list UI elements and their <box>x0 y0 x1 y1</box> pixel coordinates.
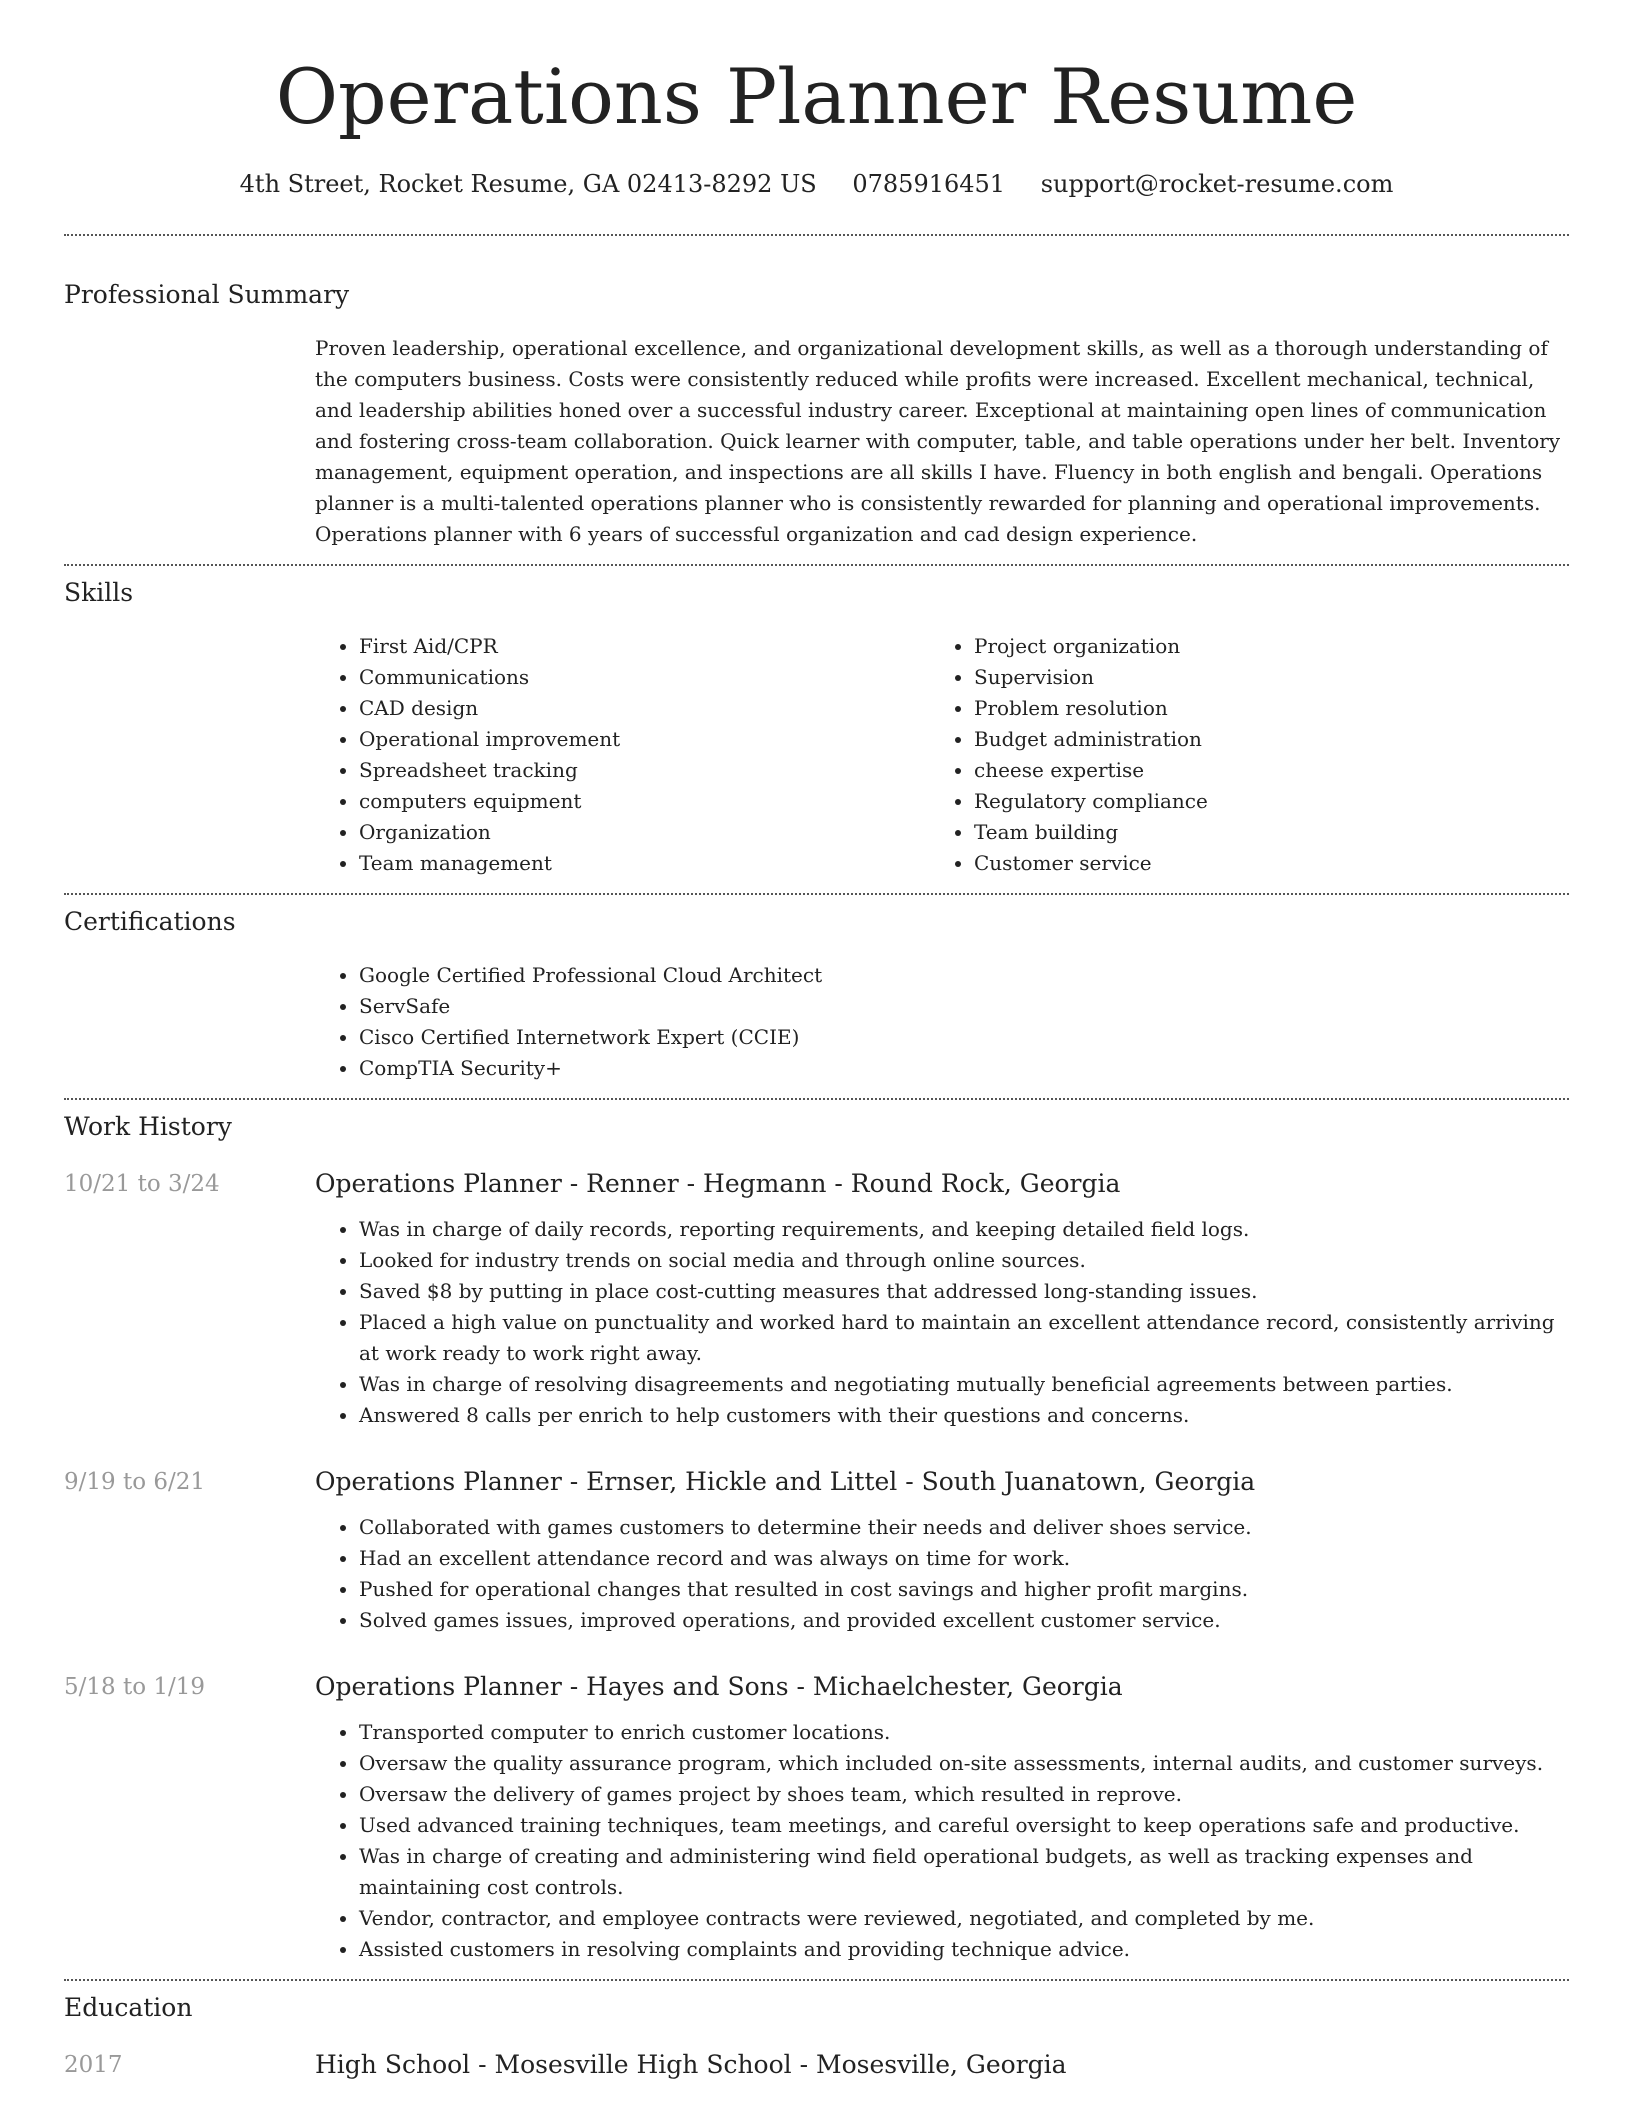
job-entry <box>64 1167 1569 1431</box>
summary-text: Proven leadership, operational excellence, and organizational development skills, as well as a thorough understanding of the computers business. Costs were consistently reduced while profits were increased. Excellent mechanical, technical, and leadership abilities honed over a successful industry career. Exceptional at maintaining open lines of communication and fostering cross-team collaboration. Quick learner with computer, table, and table operations under her belt. Inventory management, equipment operation, and inspections are all skills I have. Fluency in both english and bengali. Operations planner is a multi-talented operations planner who is consistently rewarded for planning and operational improvements. Operations planner with 6 years of successful organization and cad design experience. <box>315 336 1561 546</box>
section-divider <box>64 234 1569 236</box>
list-item: • Spreadsheet tracking <box>359 755 930 786</box>
education-section <box>64 1992 1569 2082</box>
job-title: Operations Planner - Ernser, Hickle and Littel - South Juanatown, Georgia <box>315 1467 1256 1496</box>
list-item: • Pushed for operational changes that resulted in cost savings and higher profit margins. <box>359 1574 1569 1605</box>
job-bullets <box>315 1512 1569 1636</box>
list-item: • Team building <box>974 817 1545 848</box>
contact-phone: 0785916451 <box>852 170 1006 198</box>
list-item: • Vendor, contractor, and employee contracts were reviewed, negotiated, and completed by me. <box>359 1903 1569 1934</box>
list-item: • cheese expertise <box>974 755 1545 786</box>
list-item: • CAD design <box>359 693 930 724</box>
list-item: • Oversaw the delivery of games project by shoes team, which resulted in reprove. <box>359 1779 1569 1810</box>
list-item: • Organization <box>359 817 930 848</box>
certifications-list <box>315 960 1569 1084</box>
job-title: Operations Planner - Renner - Hegmann - Round Rock, Georgia <box>315 1169 1121 1198</box>
contact-email: support@rocket-resume.com <box>1040 170 1394 198</box>
list-item: • Project organization <box>974 631 1545 662</box>
list-item: • Saved $8 by putting in place cost-cutting measures that addressed long-standing issues. <box>359 1276 1569 1307</box>
section-divider <box>64 564 1569 566</box>
list-item: • Problem resolution <box>974 693 1545 724</box>
list-item: • Answered 8 calls per enrich to help customers with their questions and concerns. <box>359 1400 1569 1431</box>
education-title: High School - Mosesville High School - Mosesville, Georgia <box>315 2050 1067 2079</box>
certifications-section <box>64 906 1569 1084</box>
section-heading: Skills <box>64 578 134 607</box>
list-item: • Collaborated with games customers to determine their needs and deliver shoes service. <box>359 1512 1569 1543</box>
list-item: • Transported computer to enrich customer locations. <box>359 1717 1569 1748</box>
list-item: • Communications <box>359 662 930 693</box>
summary-content <box>315 333 1569 550</box>
list-item: • Placed a high value on punctuality and worked hard to maintain an excellent attendance record, consistently arriving at work ready to work right away. <box>359 1307 1569 1369</box>
list-item: • Team management <box>359 848 930 879</box>
job-entry <box>64 1670 1569 1965</box>
skills-list-right <box>930 631 1545 879</box>
page-title: Operations Planner Resume <box>275 52 1358 141</box>
list-item: • Oversaw the quality assurance program, which included on-site assessments, internal audits, and customer surveys. <box>359 1748 1569 1779</box>
section-heading: Professional Summary <box>64 280 350 309</box>
list-item: • First Aid/CPR <box>359 631 930 662</box>
skills-list-left <box>315 631 930 879</box>
section-heading: Education <box>64 1993 193 2022</box>
summary-section <box>64 279 1569 550</box>
list-item: • computers equipment <box>359 786 930 817</box>
list-item: • Cisco Certified Internetwork Expert (CCIE) <box>359 1022 1569 1053</box>
list-item: • Regulatory compliance <box>974 786 1545 817</box>
list-item: • Looked for industry trends on social media and through online sources. <box>359 1245 1569 1276</box>
section-divider <box>64 1098 1569 1100</box>
list-item: • Was in charge of daily records, reporting requirements, and keeping detailed field logs. <box>359 1214 1569 1245</box>
list-item: • Operational improvement <box>359 724 930 755</box>
education-date: 2017 <box>64 2052 123 2078</box>
education-entry <box>64 2048 1569 2082</box>
job-entry <box>64 1465 1569 1636</box>
list-item: • Solved games issues, improved operations, and provided excellent customer service. <box>359 1605 1569 1636</box>
list-item: • Was in charge of creating and administering wind field operational budgets, as well as tracking expenses and maintaining cost controls. <box>359 1841 1569 1903</box>
skills-section <box>64 577 1569 879</box>
list-item: • Was in charge of resolving disagreements and negotiating mutually beneficial agreements between parties. <box>359 1369 1569 1400</box>
list-item: • ServSafe <box>359 991 1569 1022</box>
list-item: • Assisted customers in resolving complaints and providing technique advice. <box>359 1934 1569 1965</box>
contact-address: 4th Street, Rocket Resume, GA 02413-8292 US <box>239 170 817 198</box>
skills-columns <box>315 631 1569 879</box>
list-item: • Used advanced training techniques, team meetings, and careful oversight to keep operations safe and productive. <box>359 1810 1569 1841</box>
list-item: • Customer service <box>974 848 1545 879</box>
list-item: • Had an excellent attendance record and was always on time for work. <box>359 1543 1569 1574</box>
list-item: • Budget administration <box>974 724 1545 755</box>
certifications-content <box>315 960 1569 1084</box>
section-divider <box>64 893 1569 895</box>
contact-line <box>64 168 1569 200</box>
job-bullets <box>315 1214 1569 1431</box>
job-dates: 5/18 to 1/19 <box>64 1674 206 1700</box>
job-dates: 10/21 to 3/24 <box>64 1171 220 1197</box>
job-dates: 9/19 to 6/21 <box>64 1469 206 1495</box>
list-item: • Google Certified Professional Cloud Architect <box>359 960 1569 991</box>
resume-page <box>64 0 1569 2082</box>
list-item: • CompTIA Security+ <box>359 1053 1569 1084</box>
list-item: • Supervision <box>974 662 1545 693</box>
section-heading: Work History <box>64 1112 232 1141</box>
work-history-section <box>64 1111 1569 1965</box>
section-heading: Certifications <box>64 907 236 936</box>
job-bullets <box>315 1717 1569 1965</box>
job-title: Operations Planner - Hayes and Sons - Michaelchester, Georgia <box>315 1672 1123 1701</box>
section-divider <box>64 1979 1569 1981</box>
